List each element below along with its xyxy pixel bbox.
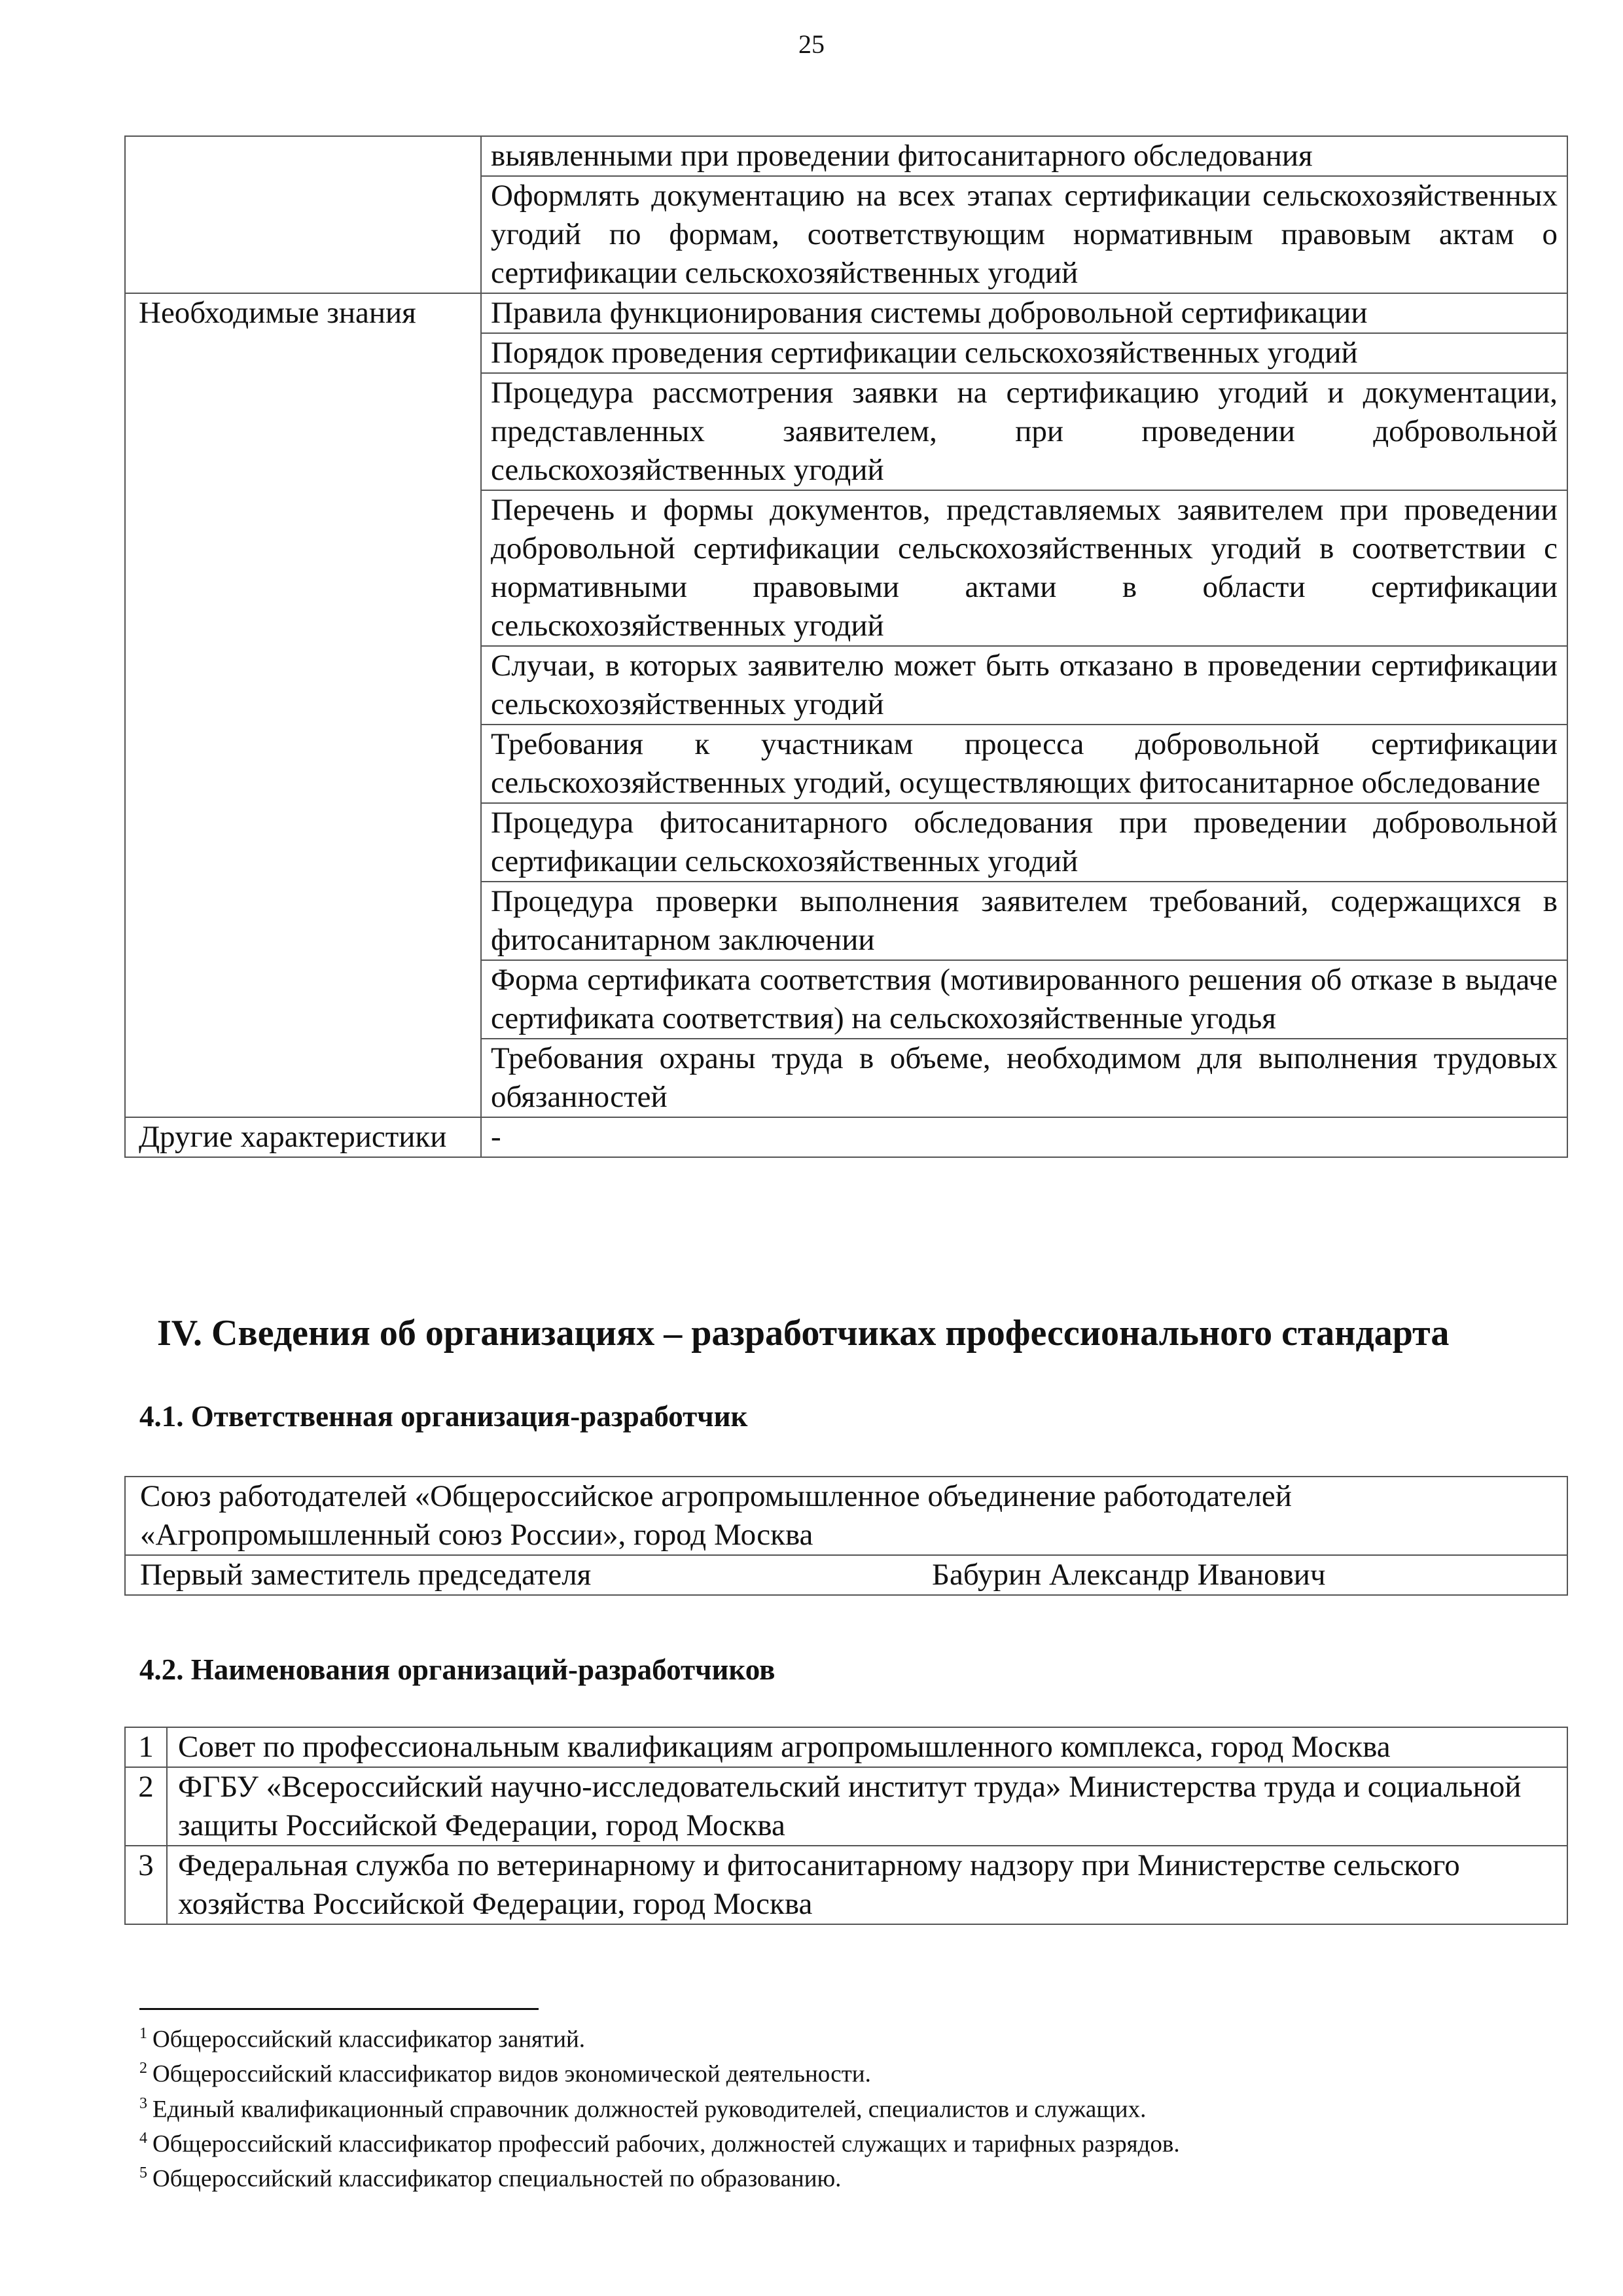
knowledge-label: Необходимые знания bbox=[125, 293, 481, 1117]
knowledge-item: Форма сертификата соответствия (мотивированного решения об отказе в выдаче сертификата соответствия) на сельскохозяйственные угодья bbox=[481, 960, 1567, 1039]
organization-name: Союз работодателей «Общероссийское агропромышленное объединение работодателей «Агропромышленный союз России», город Москва bbox=[125, 1477, 1567, 1555]
row-number: 2 bbox=[125, 1767, 167, 1846]
footnote-text: Единый квалификационный справочник должностей руководителей, специалистов и служащих. bbox=[152, 2095, 1147, 2123]
developer-orgs-heading: 4.2. Наименования организаций-разработчиков bbox=[139, 1653, 776, 1686]
empty-label-cell bbox=[125, 136, 481, 293]
skill-item: выявленными при проведении фитосанитарного обследования bbox=[481, 136, 1567, 176]
row-number: 3 bbox=[125, 1846, 167, 1924]
footnote-mark: 4 bbox=[139, 2129, 147, 2147]
footnote-divider bbox=[139, 2008, 539, 2010]
developer-orgs-table bbox=[124, 1727, 1568, 1925]
knowledge-item: Требования охраны труда в объеме, необходимом для выполнения трудовых обязанностей bbox=[481, 1039, 1567, 1117]
responsible-org-heading: 4.1. Ответственная организация-разработчик bbox=[139, 1400, 748, 1433]
table-row bbox=[125, 1555, 1567, 1595]
footnotes bbox=[139, 2019, 1180, 2194]
knowledge-item: Перечень и формы документов, представляемых заявителем при проведении добровольной сертификации сельскохозяйственных угодий в соответствии с нормативными правовыми актами в области сертификации сельскохозяйственных угодий bbox=[481, 490, 1567, 646]
organization-name: Совет по профессиональным квалификациям агропромышленного комплекса, город Москва bbox=[167, 1727, 1567, 1767]
footnote-text: Общероссийский классификатор профессий рабочих, должностей служащих и тарифных разрядов. bbox=[152, 2130, 1180, 2158]
table-row bbox=[125, 1117, 1567, 1157]
footnote bbox=[139, 2159, 1180, 2193]
other-characteristics-value: - bbox=[481, 1117, 1567, 1157]
table-row bbox=[125, 1767, 1567, 1846]
footnote-text: Общероссийский классификатор специальностей по образованию. bbox=[152, 2165, 842, 2193]
knowledge-item: Случаи, в которых заявителю может быть отказано в проведении сертификации сельскохозяйственных угодий bbox=[481, 646, 1567, 725]
knowledge-item: Процедура фитосанитарного обследования при проведении добровольной сертификации сельскохозяйственных угодий bbox=[481, 803, 1567, 882]
section-title: IV. Сведения об организациях – разработчиках профессионального стандарта bbox=[157, 1313, 1450, 1354]
knowledge-item: Процедура рассмотрения заявки на сертификацию угодий и документации, представленных заявителем, при проведении добровольной сельскохозяйственных угодий bbox=[481, 373, 1567, 490]
footnote bbox=[139, 2124, 1180, 2159]
table-row bbox=[125, 1727, 1567, 1767]
knowledge-item: Правила функционирования системы добровольной сертификации bbox=[481, 293, 1567, 333]
table-row bbox=[125, 293, 1567, 333]
knowledge-item: Порядок проведения сертификации сельскохозяйственных угодий bbox=[481, 333, 1567, 373]
footnote-mark: 2 bbox=[139, 2060, 147, 2077]
footnote-text: Общероссийский классификатор занятий. bbox=[152, 2026, 586, 2053]
row-number: 1 bbox=[125, 1727, 167, 1767]
table-row bbox=[125, 136, 1567, 176]
page-number: 25 bbox=[798, 29, 825, 59]
signatory-name: Бабурин Александр Иванович bbox=[932, 1558, 1326, 1592]
organization-name: ФГБУ «Всероссийский научно-исследовательский институт труда» Министерства труда и социальной защиты Российской Федерации, город Москва bbox=[167, 1767, 1567, 1846]
footnote-mark: 1 bbox=[139, 2025, 147, 2042]
responsible-org-table bbox=[124, 1476, 1568, 1596]
other-characteristics-label: Другие характеристики bbox=[125, 1117, 481, 1157]
footnote-mark: 3 bbox=[139, 2094, 147, 2112]
knowledge-item: Процедура проверки выполнения заявителем требований, содержащихся в фитосанитарном заключении bbox=[481, 882, 1567, 960]
table-row bbox=[125, 1477, 1567, 1555]
skill-item: Оформлять документацию на всех этапах сертификации сельскохозяйственных угодий по формам, соответствующим нормативным правовым актам о сертификации сельскохозяйственных угодий bbox=[481, 176, 1567, 293]
signatory-cell bbox=[125, 1555, 1567, 1595]
table-row bbox=[125, 1846, 1567, 1924]
footnote bbox=[139, 2019, 1180, 2054]
organization-name: Федеральная служба по ветеринарному и фитосанитарному надзору при Министерстве сельского хозяйства Российской Федерации, город Москва bbox=[167, 1846, 1567, 1924]
footnote bbox=[139, 2054, 1180, 2089]
competency-table bbox=[124, 135, 1568, 1158]
signatory-position: Первый заместитель председателя bbox=[140, 1558, 592, 1592]
footnote-mark: 5 bbox=[139, 2164, 147, 2182]
footnote bbox=[139, 2089, 1180, 2124]
knowledge-item: Требования к участникам процесса добровольной сертификации сельскохозяйственных угодий, осуществляющих фитосанитарное обследование bbox=[481, 725, 1567, 803]
footnote-text: Общероссийский классификатор видов экономической деятельности. bbox=[152, 2060, 871, 2088]
